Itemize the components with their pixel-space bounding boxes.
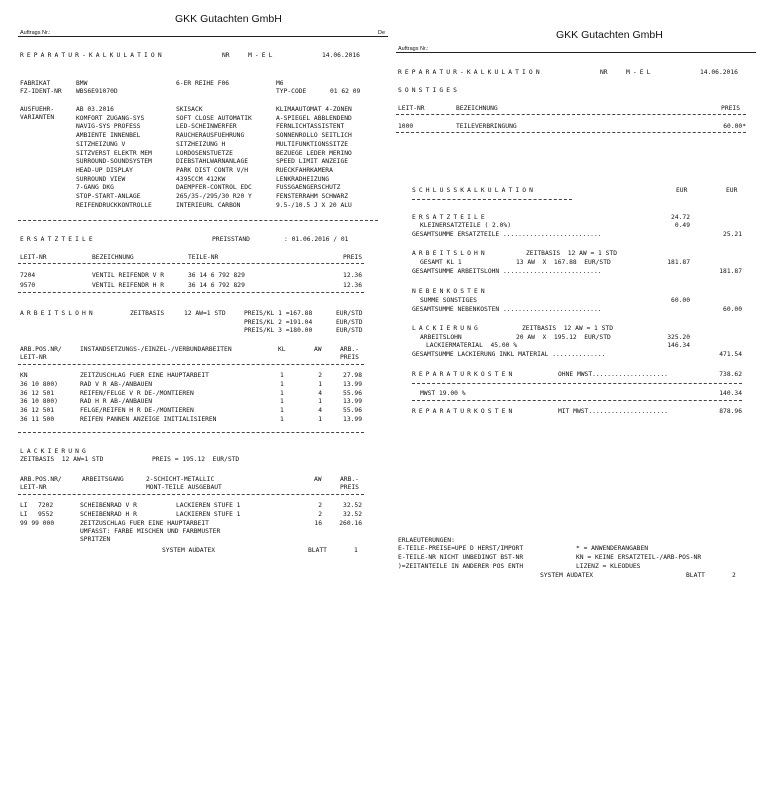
legend-line-2a: E-TEILE-NR NICHT UNBEDINGT BST-NR (398, 554, 524, 561)
calc-nr-label: NR (222, 52, 230, 59)
col-kl: KL (278, 346, 286, 353)
legend-line-3a: )=ZEITANTEILE IN ANDERER POS ENTH (398, 563, 524, 570)
lack-arbeitslohn-label: ARBEITSLOHN (420, 334, 462, 341)
mwst-value: 140.34 (719, 390, 742, 397)
equipment-item: SITZHEIZUNG V (76, 140, 126, 148)
legend-line-2b: KN = KEINE ERSATZTEIL-/ARB-POS-NR (576, 554, 702, 561)
rk-mit-title: REPARATURKOSTEN (412, 408, 516, 415)
erlaeuterungen-title: ERLAEUTERUNGEN: (398, 537, 455, 544)
sk-arbeitslohn-zeitbasis: ZEITBASIS 12 AW = 1 STD (526, 250, 617, 257)
labor-pos-nr: 36 12 501 (20, 407, 55, 415)
header-rule (18, 36, 388, 37)
paint-note-1: UMFASST: FARBE MISCHEN UND FARBMUSTER (80, 528, 221, 535)
kleinersatzteile-value: 0.49 (674, 222, 690, 229)
col-leit-nr: LEIT-NR (20, 254, 47, 261)
rate-unit: EUR/STD (336, 318, 363, 326)
rate-class-2: PREIS/KL 2 =191.04 (244, 318, 313, 326)
equipment-item: RUECKFAHRKAMERA (276, 166, 333, 174)
paint-description: SCHEIBENRAD H R (80, 511, 137, 518)
gesamt-nebenkosten-value: 60.00 (723, 306, 742, 313)
col-arb-preis-1: ARB.- (340, 346, 359, 353)
labor-pos-nr: 36 10 800) (20, 398, 58, 406)
equipment-item: SOFT CLOSE AUTOMATIK (176, 114, 252, 122)
lack-col-aw: AW (314, 476, 322, 483)
lack-preis: PREIS = 195.12 EUR/STD (152, 456, 240, 463)
col-preis: PREIS (721, 105, 740, 112)
table-header-rule (18, 364, 364, 365)
col-aw: AW (314, 346, 322, 353)
labor-preis: 13.99 (343, 380, 362, 388)
sk-lackierung-title: LACKIERUNG (412, 325, 481, 332)
gesamt-lackierung-value: 471.54 (719, 351, 742, 358)
equipment-item: 9.5-/10.5 J X 20 ALU (276, 201, 352, 209)
order-number-label: Auftrags Nr.: (398, 46, 429, 52)
sonstiges-leit-nr: 1000 (398, 123, 414, 130)
col-teile-nr: TEILE-NR (188, 254, 219, 261)
equipment-item: FERNLICHTASSISTENT (276, 123, 345, 131)
order-number-cut-label: De (378, 30, 386, 36)
paint-aw: 2 (318, 502, 322, 509)
labor-aw: 4 (318, 407, 322, 415)
equipment-item: LENKRADHEIZUNG (276, 175, 330, 183)
equipment-item: STOP-START-ANLAGE (76, 193, 141, 200)
table-header-rule (18, 263, 364, 264)
system-label: SYSTEM AUDATEX (162, 547, 216, 554)
ersatzteile-title: ERSATZTEILE (20, 236, 96, 243)
rate-class-1: PREIS/KL 1 =167.88 (244, 310, 313, 317)
labor-aw: 1 (318, 380, 322, 388)
labor-preis: 13.99 (343, 416, 362, 423)
labor-description: RAD H R AB-/ANBAUEN (80, 398, 153, 406)
legend-line-1b: * = ANWENDERANGABEN (576, 545, 649, 552)
paint-stufe: LACKIEREN STUFE 1 (176, 511, 241, 518)
equipment-item: SITZVERST ELEKTR MEM (76, 149, 152, 157)
equipment-item: FENSTERRAHM SCHWARZ (276, 193, 349, 200)
calc-title: REPARATUR-KALKULATION (398, 69, 543, 76)
rk-ohne-mwst-label: OHNE MWST.................... (558, 371, 668, 378)
paint-preis: 32.52 (343, 511, 362, 518)
section-divider (18, 220, 378, 221)
paint-pos-a: LI (20, 502, 28, 509)
equipment-item: INTERIEURL CARBON (176, 201, 241, 209)
sonstiges-bezeichnung: TEILEVERBRINGUNG (456, 123, 517, 130)
paint-pos-a: 99 99 000 (20, 520, 55, 527)
col-arb-pos: ARB.POS.NR/ (20, 346, 62, 353)
paint-description: ZEITZUSCHLAG FUER EINE HAUPTARBEIT (80, 520, 209, 527)
rk-ohne-title: REPARATURKOSTEN (412, 371, 516, 378)
order-number-label: Auftrags Nr.: (20, 30, 51, 36)
lackiermaterial-label: LACKIERMATERIAL 45.00 % (426, 342, 517, 349)
paint-aw: 16 (314, 520, 322, 527)
labor-aw: 4 (318, 389, 322, 397)
equipment-item: SPEED LIMIT ANZEIGE (276, 158, 349, 166)
equipment-label-2: VARIANTEN (20, 114, 55, 121)
rate-unit: EUR/STD (336, 327, 363, 334)
part-bezeichnung: VENTIL REIFENDR H R (92, 282, 165, 289)
labor-pos-nr: KN (20, 372, 28, 379)
part-preis: 12.36 (343, 272, 362, 279)
summe-sonstiges-label: SUMME SONSTIGES (420, 297, 477, 304)
part-bezeichnung: VENTIL REIFENDR V R (92, 272, 165, 279)
part-teile-nr: 36 14 6 792 829 (188, 272, 245, 279)
equipment-label-1: AUSFUEHR- (20, 106, 55, 113)
fz-ident-value: WBS6E91070D (76, 88, 118, 95)
equipment-item: MULTIFUNKTIONSSITZE (276, 140, 349, 148)
labor-preis: 55.96 (343, 389, 362, 397)
section-divider (18, 292, 364, 293)
equipment-item: 265/35-/295/30 R20 Y (176, 193, 252, 200)
fabrikat-value: BMW (76, 80, 88, 87)
arbeitslohn-title: ARBEITSLOHN (20, 310, 96, 317)
labor-preis: 13.99 (343, 398, 362, 406)
equipment-item: SITZHEIZUNG H (176, 140, 226, 148)
paint-description: SCHEIBENRAD V R (80, 502, 137, 509)
lack-zeitbasis: ZEITBASIS 12 AW=1 STD (20, 456, 104, 463)
lack-col-arb-preis-1: ARB.- (340, 476, 359, 483)
col-preis: PREIS (343, 254, 362, 261)
table-header-rule (18, 494, 364, 495)
document-page-1 (0, 0, 388, 600)
blatt-number: 1 (354, 547, 358, 554)
equipment-item: LED-SCHEINWERFER (176, 123, 237, 131)
labor-description: RAD V R AB-/ANBAUEN (80, 380, 153, 388)
equipment-item: AB 03.2016 (76, 106, 114, 113)
lack-col-mont-teile: MONT-TEILE AUSGEBAUT (146, 484, 222, 491)
labor-description: REIFEN PANNEN ANZEIGE INITIALISIEREN (80, 416, 217, 423)
gesamt-ersatzteile-label: GESAMTSUMME ERSATZTEILE .......................... (412, 231, 602, 238)
col-arb-leit: LEIT-NR (20, 354, 47, 361)
rate-unit: EUR/STD (336, 310, 363, 317)
equipment-item: DAEMPFER-CONTROL EDC (176, 184, 252, 192)
section-divider (412, 383, 742, 384)
variant-code: M6 (276, 80, 284, 87)
zeitbasis-value: 12 AW=1 STD (184, 310, 226, 317)
labor-preis: 27.98 (343, 372, 362, 379)
sk-ersatzteile-title: ERSATZTEILE (412, 214, 488, 221)
lack-col-arb-pos: ARB.POS.NR/ (20, 476, 62, 483)
document-page-2 (390, 0, 760, 600)
fabrikat-label: FABRIKAT (20, 80, 51, 87)
equipment-item: SONNENROLLO SEITLICH (276, 132, 352, 140)
labor-pos-nr: 36 10 800) (20, 380, 58, 388)
fz-ident-label: FZ-IDENT-NR (20, 88, 62, 95)
section-divider (412, 400, 742, 401)
calc-nr-value: M-EL (626, 69, 654, 76)
labor-kl: 1 (280, 407, 284, 415)
model-value: 6-ER REIHE F06 (176, 80, 230, 87)
gesamt-nebenkosten-label: GESAMTSUMME NEBENKOSTEN .......................... (412, 306, 602, 313)
labor-kl: 1 (280, 389, 284, 397)
labor-kl: 1 (280, 416, 284, 423)
equipment-item: FUSSGAENGERSCHUTZ (276, 184, 341, 192)
equipment-item: BEZUEGE LEDER MERINO (276, 149, 352, 157)
col-bezeichnung: BEZEICHNUNG (92, 254, 134, 261)
part-leit-nr: 7204 (20, 272, 36, 279)
calc-date: 14.06.2016 (700, 69, 738, 76)
equipment-item: HEAD-UP DISPLAY (76, 166, 133, 174)
labor-pos-nr: 36 11 500 (20, 416, 55, 423)
lack-col-arbeitsgang: ARBEITSGANG (82, 476, 124, 483)
gesamt-arbeitslohn-value: 181.87 (719, 268, 742, 275)
gesamt-kl-calc: 13 AW X 167.88 EUR/STD (516, 259, 611, 266)
section-divider (18, 432, 364, 433)
col-instandsetzung: INSTANDSETZUNGS-/EINZEL-/VERBUNDARBEITEN (80, 346, 232, 353)
paint-aw: 2 (318, 511, 322, 518)
rate-class-3: PREIS/KL 3 =180.00 (244, 327, 313, 334)
blatt-number: 2 (732, 572, 736, 579)
section-divider (396, 132, 746, 133)
lackierung-title: LACKIERUNG (20, 448, 89, 455)
calc-date: 14.06.2016 (322, 52, 360, 59)
summe-sonstiges-value: 60.00 (671, 297, 690, 304)
labor-kl: 1 (280, 380, 284, 388)
sonstiges-title: SONSTIGES (398, 87, 461, 94)
equipment-item: NAVIG-SYS PROFESS (76, 123, 141, 131)
table-header-rule (396, 114, 746, 115)
blatt-label: BLATT (686, 572, 705, 579)
col-arb-preis-2: PREIS (340, 354, 359, 361)
zeitbasis-label: ZEITBASIS (130, 310, 165, 317)
eur-col-2: EUR (726, 187, 738, 194)
eur-col-1: EUR (676, 187, 688, 194)
system-label: SYSTEM AUDATEX (540, 572, 594, 579)
lack-arbeitslohn-value: 325.20 (667, 334, 690, 341)
equipment-item: SKISACK (176, 106, 203, 113)
equipment-item: 4395CCM 412KW (176, 175, 226, 183)
equipment-item: KLIMAAUTOMAT 4-ZONEN (276, 106, 352, 113)
title-underline (412, 199, 572, 200)
part-preis: 12.36 (343, 282, 362, 289)
lackiermaterial-value: 146.34 (667, 342, 690, 349)
labor-aw: 1 (318, 416, 322, 423)
gesamt-lackierung-label: GESAMTSUMME LACKIERUNG INKL MATERIAL .............. (412, 351, 606, 358)
paint-pos-b: 7202 (38, 502, 54, 509)
paint-note-2: SPRITZEN (80, 536, 111, 543)
calc-nr-value: M-EL (248, 52, 276, 59)
part-teile-nr: 36 14 6 792 829 (188, 282, 245, 289)
lack-col-arb-preis-2: PREIS (340, 484, 359, 491)
paint-pos-a: LI (20, 511, 28, 518)
equipment-item: KOMFORT ZUGANG-SYS (76, 114, 145, 122)
labor-aw: 2 (318, 372, 322, 379)
labor-description: REIFEN/FELGE V R DE-/MONTIEREN (80, 389, 194, 397)
sonstiges-preis: 60.00* (723, 123, 746, 130)
equipment-item: REIFENDRUCKKONTROLLE (76, 201, 152, 209)
preisstand-value: : 01.06.2016 / 01 (284, 236, 349, 243)
paint-preis: 32.52 (343, 502, 362, 509)
equipment-item: RAUCHERAUSFUEHRUNG (176, 132, 245, 140)
labor-description: FELGE/REIFEN H R DE-/MONTIEREN (80, 407, 194, 415)
company-name: GKK Gutachten GmbH (175, 13, 282, 25)
typ-code-value: 01 62 09 (330, 88, 361, 95)
blatt-label: BLATT (308, 547, 327, 554)
preisstand-label: PREISSTAND (212, 236, 250, 243)
labor-kl: 1 (280, 372, 284, 379)
sk-nebenkosten-title: NEBENKOSTEN (412, 288, 488, 295)
rk-ohne-mwst-value: 738.62 (719, 371, 742, 378)
legend-line-3b: LIZENZ = KLEODUES (576, 563, 641, 570)
lack-col-metallic: 2-SCHICHT-METALLIC (146, 476, 215, 483)
labor-kl: 1 (280, 398, 284, 406)
sk-lackierung-zeitbasis: ZEITBASIS 12 AW = 1 STD (522, 325, 613, 332)
calc-title: REPARATUR-KALKULATION (20, 52, 165, 59)
header-rule (396, 52, 756, 53)
labor-pos-nr: 36 12 501 (20, 389, 55, 397)
kleinersatzteile-label: KLEINERSATZTEILE ( 2.0%) (420, 222, 511, 229)
equipment-item: LORDOSENSTUETZE (176, 149, 233, 157)
equipment-item: A-SPIEGEL ABBLENDEND (276, 114, 352, 122)
legend-line-1a: E-TEILE-PREISE=UPE D HERST/IMPORT (398, 545, 524, 552)
labor-preis: 55.96 (343, 407, 362, 415)
part-leit-nr: 9570 (20, 282, 36, 289)
gesamt-kl-label: GESAMT KL 1 (420, 259, 462, 266)
equipment-item: SURROUND VIEW (76, 175, 126, 183)
schluss-title: SCHLUSSKALKULATION (412, 187, 537, 194)
paint-preis: 260.16 (339, 520, 362, 527)
sk-arbeitslohn-title: ARBEITSLOHN (412, 250, 488, 257)
col-bezeichnung: BEZEICHNUNG (456, 105, 498, 112)
lack-col-leit: LEIT-NR (20, 484, 47, 491)
typ-code-label: TYP-CODE (276, 88, 307, 95)
company-name: GKK Gutachten GmbH (556, 29, 663, 41)
gesamt-arbeitslohn-label: GESAMTSUMME ARBEITSLOHN .......................... (412, 268, 602, 275)
labor-description: ZEITZUSCHLAG FUER EINE HAUPTARBEIT (80, 372, 209, 379)
rk-mit-mwst-value: 878.96 (719, 408, 742, 415)
equipment-item: DIEBSTAHLWARNANLAGE (176, 158, 249, 166)
gesamt-kl-value: 181.87 (667, 259, 690, 266)
calc-nr-label: NR (600, 69, 608, 76)
labor-aw: 1 (318, 398, 322, 406)
mwst-label: MWST 19.00 % (420, 390, 466, 397)
equipment-item: SURROUND-SOUNDSYSTEM (76, 158, 152, 166)
rk-mit-mwst-label: MIT MWST..................... (558, 408, 668, 415)
equipment-item: PARK DIST CONTR V/H (176, 166, 249, 174)
equipment-item: 7-GANG DKG (76, 184, 114, 192)
col-leit-nr: LEIT-NR (398, 105, 425, 112)
paint-pos-b: 9552 (38, 511, 54, 518)
equipment-item: AMBIENTE INNENBEL (76, 132, 141, 140)
paint-stufe: LACKIEREN STUFE 1 (176, 502, 241, 509)
sk-ersatzteile-value: 24.72 (671, 214, 690, 221)
lack-arbeitslohn-calc: 20 AW X 195.12 EUR/STD (516, 334, 611, 341)
gesamt-ersatzteile-value: 25.21 (723, 231, 742, 238)
